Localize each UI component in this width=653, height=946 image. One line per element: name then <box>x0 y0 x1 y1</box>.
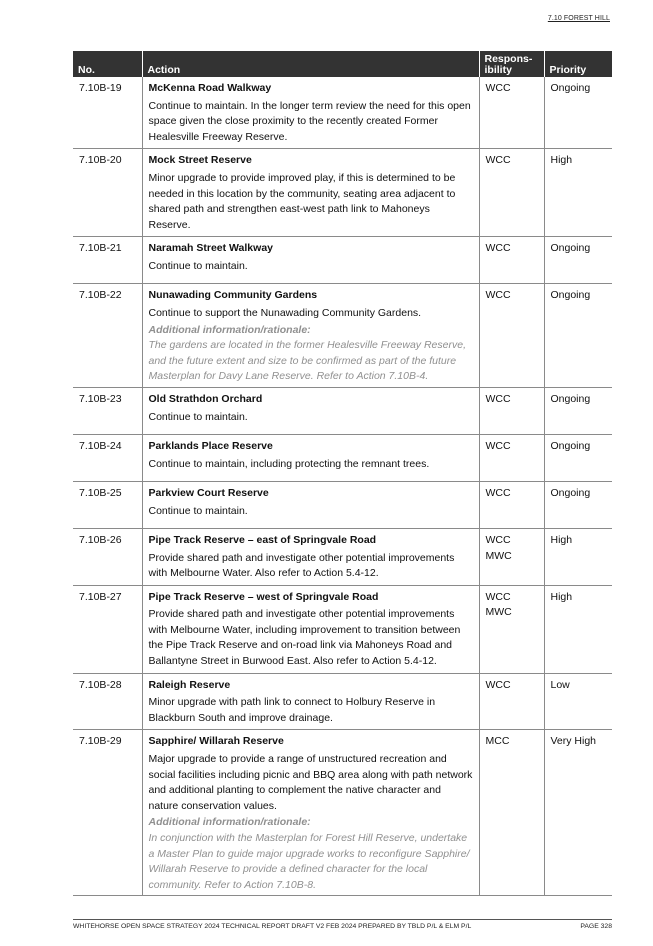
action-description: Major upgrade to provide a range of unstructured recreation and social facilities including picnic and BBQ area along with path network and additional planting to complement the native character and nature conservation values. <box>148 753 473 812</box>
action-cell <box>142 284 479 388</box>
action-description: Provide shared path and investigate other potential improvements with Melbourne Water. Also refer to Action 5.4-12. <box>148 551 455 580</box>
responsibility-value: MWC <box>485 549 512 562</box>
responsibility-cell <box>479 481 544 528</box>
column-header-no: No. <box>73 51 142 77</box>
responsibility-cell <box>479 387 544 434</box>
action-title: Old Strathdon Orchard <box>148 392 263 405</box>
priority-value: Ongoing <box>544 434 612 481</box>
table-row <box>73 284 612 388</box>
action-number: 7.10B-24 <box>73 434 142 481</box>
table-row <box>73 585 612 673</box>
table-row <box>73 237 612 284</box>
table-row <box>73 528 612 585</box>
action-cell <box>142 237 479 284</box>
action-cell <box>142 434 479 481</box>
action-number: 7.10B-20 <box>73 149 142 237</box>
action-number: 7.10B-23 <box>73 387 142 434</box>
action-title: Sapphire/ Willarah Reserve <box>148 735 284 748</box>
action-description: Continue to maintain. <box>148 504 248 517</box>
action-description: Minor upgrade with path link to connect to Holbury Reserve in Blackburn South and improve drainage. <box>148 696 436 724</box>
responsibility-cell <box>479 673 544 730</box>
priority-value: Ongoing <box>544 237 612 284</box>
additional-info-heading: Additional information/rationale: <box>148 816 311 829</box>
table-row <box>73 434 612 481</box>
action-description: Continue to support the Nunawading Community Gardens. <box>148 306 422 319</box>
responsibility-value: MCC <box>485 735 510 748</box>
action-description: Continue to maintain. In the longer term review the need for this open space given the close proximity to the recently created Former Healesville Freeway Reserve. <box>148 99 471 143</box>
column-header-action: Action <box>142 51 479 77</box>
responsibility-cell <box>479 237 544 284</box>
action-number: 7.10B-27 <box>73 585 142 673</box>
action-description: Continue to maintain. <box>148 410 248 423</box>
action-number: 7.10B-26 <box>73 528 142 585</box>
responsibility-value: WCC <box>485 82 511 94</box>
responsibility-cell <box>479 585 544 673</box>
responsibility-value: WCC <box>485 439 511 452</box>
action-title: Parkview Court Reserve <box>148 486 269 499</box>
priority-value: High <box>544 585 612 673</box>
priority-value: Ongoing <box>544 77 612 149</box>
responsibility-value: WCC <box>485 242 511 255</box>
footer-report-title: WHITEHORSE OPEN SPACE STRATEGY 2024 TECHNICAL REPORT DRAFT V2 FEB 2024 PREPARED BY TBLD P/L & ELM P/L <box>73 923 472 930</box>
table-row <box>73 481 612 528</box>
additional-info-heading: Additional information/rationale: <box>148 323 311 336</box>
action-title: Naramah Street Walkway <box>148 242 273 255</box>
priority-value: Very High <box>544 730 612 896</box>
action-title: McKenna Road Walkway <box>148 82 272 94</box>
action-cell <box>142 528 479 585</box>
action-cell <box>142 149 479 237</box>
action-description: Provide shared path and investigate other potential improvements with Melbourne Water, including improvement to transition between the Pipe Track Reserve and on-road link via Mahoneys Road and Ballantyne Street in Burwood East. Also refer to Action 5.4-12. <box>148 608 461 668</box>
priority-value: High <box>544 528 612 585</box>
page-footer <box>73 919 612 930</box>
action-cell <box>142 387 479 434</box>
responsibility-cell <box>479 149 544 237</box>
responsibility-cell <box>479 77 544 149</box>
action-cell <box>142 481 479 528</box>
action-title: Nunawading Community Gardens <box>148 289 318 302</box>
responsibility-cell <box>479 528 544 585</box>
responsibility-value: WCC <box>485 154 511 167</box>
responsibility-value: WCC <box>485 590 511 603</box>
responsibility-value: WCC <box>485 533 511 546</box>
table-row <box>73 77 612 149</box>
priority-value: High <box>544 149 612 237</box>
responsibility-value: MWC <box>485 606 512 619</box>
action-cell <box>142 585 479 673</box>
priority-value: Ongoing <box>544 284 612 388</box>
responsibility-cell <box>479 284 544 388</box>
table-row <box>73 673 612 730</box>
priority-value: Ongoing <box>544 387 612 434</box>
table-header-row <box>73 51 612 77</box>
action-title: Pipe Track Reserve – east of Springvale Road <box>148 533 377 546</box>
action-number: 7.10B-25 <box>73 481 142 528</box>
action-title: Parklands Place Reserve <box>148 439 273 452</box>
column-header-priority: Priority <box>544 51 612 77</box>
action-description: Minor upgrade to provide improved play, if this is determined to be needed in this location by the community, seating area adjacent to shared path and strengthen east-west path link to Mahoneys Reserve. <box>148 171 456 231</box>
responsibility-value: WCC <box>485 289 511 302</box>
action-description: Continue to maintain. <box>148 259 248 272</box>
action-title: Mock Street Reserve <box>148 154 252 167</box>
responsibility-value: WCC <box>485 392 511 405</box>
action-number: 7.10B-29 <box>73 730 142 896</box>
priority-value: Low <box>544 673 612 730</box>
section-link[interactable]: 7.10 FOREST HILL <box>547 15 610 22</box>
responsibility-cell <box>479 434 544 481</box>
action-title: Pipe Track Reserve – west of Springvale Road <box>148 590 379 603</box>
footer-page-number: PAGE 328 <box>580 923 612 930</box>
action-cell <box>142 730 479 896</box>
priority-value: Ongoing <box>544 481 612 528</box>
action-title: Raleigh Reserve <box>148 678 231 691</box>
action-cell <box>142 77 479 149</box>
actions-table <box>73 51 612 896</box>
table-row <box>73 387 612 434</box>
action-number: 7.10B-21 <box>73 237 142 284</box>
action-number: 7.10B-19 <box>73 77 142 149</box>
additional-info-text: The gardens are located in the former Healesville Freeway Reserve, and the future extent and size to be confirmed as part of the future Masterplan for Davy Lane Reserve. Refer to Action 7.10B-4. <box>148 339 466 383</box>
responsibility-value: WCC <box>485 678 511 691</box>
column-header-responsibility: Respons- ibility <box>479 51 544 77</box>
action-cell <box>142 673 479 730</box>
responsibility-cell <box>479 730 544 896</box>
responsibility-value: WCC <box>485 486 511 499</box>
table-row <box>73 730 612 896</box>
table-row <box>73 149 612 237</box>
action-description: Continue to maintain, including protecting the remnant trees. <box>148 457 430 470</box>
additional-info-text: In conjunction with the Masterplan for Forest Hill Reserve, undertake a Master Plan to guide major upgrade works to reconfigure Sapphire/ Willarah Reserve to provide a defined character for the local community. Refer to Action 7.10B-8. <box>148 832 470 891</box>
action-number: 7.10B-28 <box>73 673 142 730</box>
action-number: 7.10B-22 <box>73 284 142 388</box>
